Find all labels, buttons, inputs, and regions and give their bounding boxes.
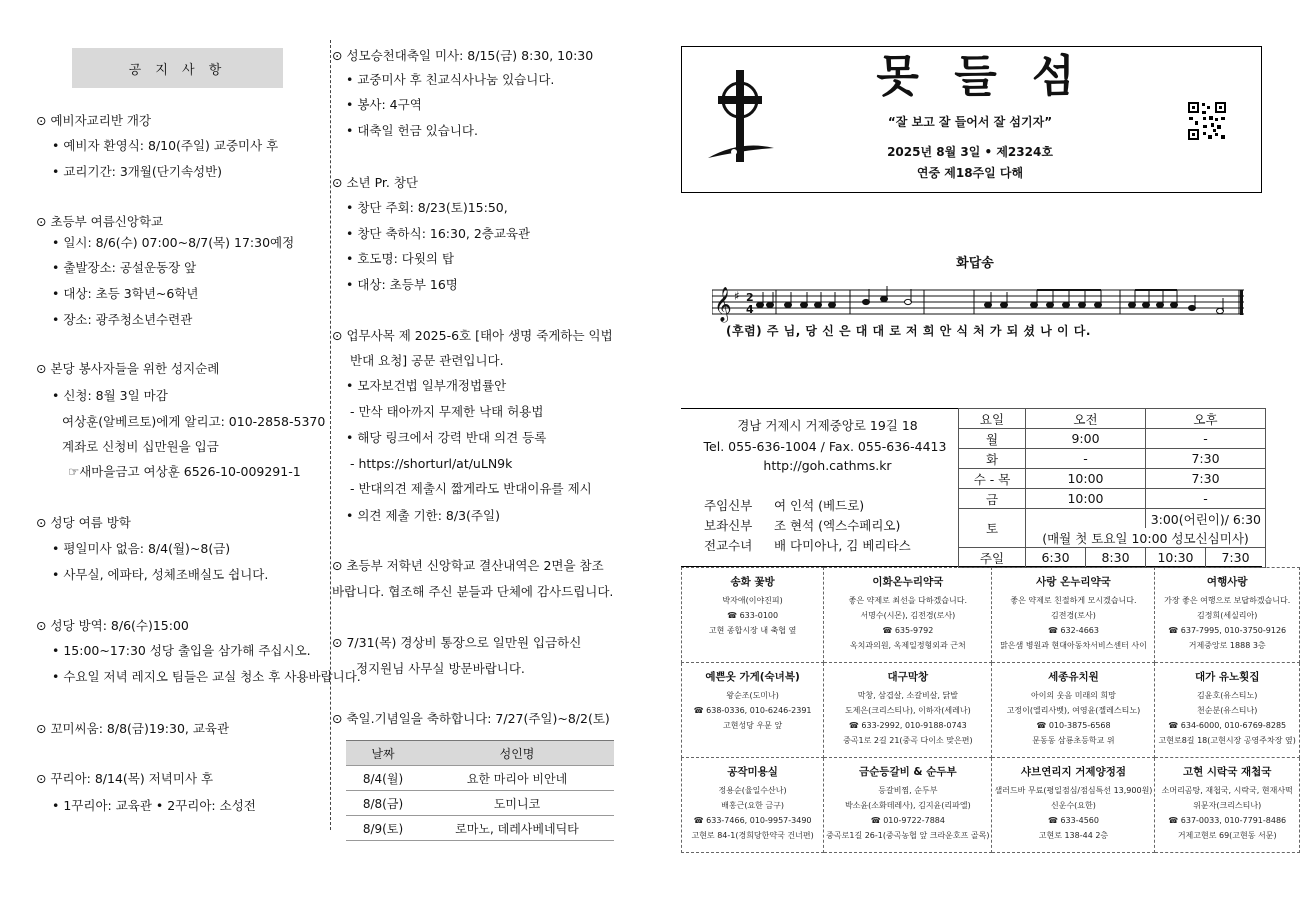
ad-card bbox=[1155, 663, 1300, 758]
motto: “잘 보고 잘 들어서 잘 섬기자” bbox=[887, 115, 1053, 129]
table-row bbox=[959, 429, 1266, 449]
ad-detail-line: 맑은샘 병원과 현대아동차서비스센터 사이 bbox=[1000, 641, 1147, 650]
ad-detail-line: 고현로 84-1(경희당한약국 건너편) bbox=[691, 831, 814, 840]
cell-time: 7:30 bbox=[1206, 548, 1266, 568]
ad-detail-line: 박소윤(소화데레사), 김지윤(리파엘) bbox=[844, 801, 971, 810]
ad-detail-line: 거제고현로 69(고현동 서문) bbox=[1177, 831, 1277, 840]
ad-business-name: 고현 시락국 재첩국 bbox=[1182, 766, 1272, 778]
ad-business-name: 사랑 온누리약국 bbox=[1036, 576, 1111, 588]
svg-text:4: 4 bbox=[746, 303, 754, 316]
ad-card bbox=[682, 758, 824, 853]
header-day: 요일 bbox=[959, 409, 1026, 429]
issue-date: 2025년 8월 3일 • 제2324호 bbox=[887, 145, 1053, 159]
ad-business-name: 예쁜옷 가게(숙녀복) bbox=[705, 671, 800, 683]
notice-line: 바랍니다. 협조해 주신 분들과 단체에 감사드립니다. bbox=[332, 584, 614, 599]
ad-detail-line: 천순분(유스티나) bbox=[1197, 706, 1258, 715]
cell-day: 화 bbox=[959, 449, 1026, 469]
notice-line: • 창단 주회: 8/23(토)15:50, bbox=[346, 200, 508, 215]
ad-detail-line: 거제중앙로 1888 3층 bbox=[1188, 641, 1266, 650]
ad-detail-line: 샐러드바 무료(평일점심/점심특선 13,900원) bbox=[994, 786, 1153, 795]
ad-detail-line: ☎ 635-9792 bbox=[882, 626, 934, 635]
table-row bbox=[346, 816, 614, 841]
ads-row bbox=[682, 663, 1300, 758]
saturday-note: (매월 첫 토요일 10:00 성모신심미사) bbox=[1026, 528, 1266, 548]
ad-detail-line: ☎ 633-4560 bbox=[1047, 816, 1099, 825]
ad-business-name: 금순등갈비 & 순두부 bbox=[859, 766, 957, 778]
newsletter-logo-title: 못 들 섬 bbox=[876, 51, 1085, 102]
column-divider bbox=[330, 40, 331, 830]
notice-line: • 사무실, 에파타, 성체조배실도 쉽니다. bbox=[52, 567, 269, 582]
notice-line: • 일시: 8/6(수) 07:00~8/7(목) 17:30예정 bbox=[52, 235, 295, 250]
svg-text:𝄞: 𝄞 bbox=[714, 287, 732, 322]
ad-detail-line: ☎ 010-3875-6568 bbox=[1036, 721, 1111, 730]
notice-line: • 의견 제출 기한: 8/3(주일) bbox=[346, 508, 500, 523]
svg-text:♯: ♯ bbox=[734, 289, 740, 303]
table-row bbox=[959, 509, 1266, 529]
ads-row bbox=[682, 568, 1300, 663]
ad-detail-line: 정용순(율일수산나) bbox=[718, 786, 787, 795]
notice-line: ⊙ 성모승천대축일 미사: 8/15(금) 8:30, 10:30 bbox=[332, 48, 594, 63]
notice-line: • 봉사: 4구역 bbox=[346, 97, 422, 112]
notice-line: ⊙ 본당 봉사자들을 위한 성지순례 bbox=[36, 361, 220, 376]
table-row bbox=[959, 489, 1266, 509]
notice-line: ⊙ 업무사목 제 2025-6호 [태아 생명 죽게하는 익법 bbox=[332, 328, 613, 343]
ad-business-name: 대가 유노횟집 bbox=[1194, 671, 1260, 683]
notice-line: ⊙ 성당 여름 방학 bbox=[36, 515, 131, 530]
notice-line: - https://shorturl/at/uLN9k bbox=[350, 456, 513, 471]
notice-line: • 모자보건법 일부개정법률안 bbox=[346, 378, 507, 393]
ad-business-name: 송화 꽃방 bbox=[730, 576, 775, 588]
ad-detail-line: 위문자(크리스티나) bbox=[1193, 801, 1262, 810]
ad-business-name: 샤브연리지 거제양정점 bbox=[1020, 766, 1126, 778]
notice-line: 정지원님 사무실 방문바랍니다. bbox=[356, 661, 525, 676]
ad-detail-line: ☎ 633-2992, 010-9188-0743 bbox=[848, 721, 967, 730]
table-row bbox=[959, 449, 1266, 469]
notice-line: 반대 요청] 공문 관련입니다. bbox=[350, 353, 504, 368]
table-row bbox=[959, 548, 1266, 568]
ad-detail-line: ☎ 634-6000, 010-6769-8285 bbox=[1168, 721, 1287, 730]
ad-business-name: 이화온누리약국 bbox=[872, 576, 944, 588]
hymn-lyrics: (후렴) 주 님, 당 신 은 대 대 로 저 희 안 식 처 가 되 셨 나 이 다. bbox=[726, 324, 1091, 338]
svg-text:2: 2 bbox=[746, 291, 754, 304]
cell-time: 10:30 bbox=[1146, 548, 1206, 568]
feast-days-table bbox=[346, 740, 614, 841]
ad-detail-line: 고정이(엘리사벳), 여영윤(젤레스티노) bbox=[1006, 706, 1141, 715]
ad-card bbox=[992, 568, 1155, 663]
ad-card bbox=[824, 758, 992, 853]
staff-name: 조 현석 (엑스수페리오) bbox=[774, 518, 901, 533]
cell-date: 8/8(금) bbox=[346, 791, 420, 816]
ad-detail-line: 중곡로1길 26-1(중곡농협 앞 크라운호프 골목) bbox=[826, 831, 990, 840]
notice-line: • 15:00~17:30 성당 출입을 삼가해 주십시오. bbox=[52, 643, 311, 658]
notice-line: • 평일미사 없음: 8/4(월)~8(금) bbox=[52, 541, 231, 556]
notice-line: ⊙ 예비자교리반 개강 bbox=[36, 113, 152, 128]
ad-detail-line: 좋은 약제로 친절하게 모시겠습니다. bbox=[1010, 596, 1137, 605]
ad-detail-line: ☎ 010-9722-7884 bbox=[870, 816, 945, 825]
notice-line: ☞새마을금고 여상훈 6526-10-009291-1 bbox=[68, 464, 301, 479]
ad-detail-line: 고현 종합시장 내 축협 옆 bbox=[708, 626, 797, 635]
responsorial-psalm-title: 화답송 bbox=[956, 256, 994, 271]
cell-am: 10:00 bbox=[1026, 489, 1146, 509]
ad-detail-line: 소머리곰탕, 재첩국, 시락국, 현재사떡 bbox=[1161, 786, 1293, 795]
ad-business-name: 공작미용실 bbox=[727, 766, 778, 778]
cell-pm: - bbox=[1146, 429, 1266, 449]
ad-detail-line: 중곡1로 2길 21(중곡 다이소 맞은편) bbox=[843, 736, 973, 745]
cell-pm: - bbox=[1146, 489, 1266, 509]
ad-detail-line: 김정희(세실리아) bbox=[1197, 611, 1258, 620]
ad-detail-line: 가장 좋은 여행으로 보답하겠습니다. bbox=[1164, 596, 1291, 605]
notice-line: • 해당 링크에서 강력 반대 의견 등록 bbox=[346, 430, 547, 445]
ads-row bbox=[682, 758, 1300, 853]
notice-line: • 교리기간: 3개월(단기속성반) bbox=[52, 164, 223, 179]
notice-line: - 만삭 태아까지 무제한 낙태 허용법 bbox=[350, 404, 544, 419]
staff-role: 보좌신부 bbox=[704, 518, 753, 533]
cell-day: 월 bbox=[959, 429, 1026, 449]
notice-line: ⊙ 꼬미씨움: 8/8(금)19:30, 교육관 bbox=[36, 721, 230, 736]
cell-time: 8:30 bbox=[1086, 548, 1146, 568]
notice-line: • 신청: 8월 3일 마감 bbox=[52, 388, 168, 403]
cell-am: - bbox=[1026, 449, 1146, 469]
notice-line: • 호도명: 다윗의 탑 bbox=[346, 251, 455, 266]
notice-line: ⊙ 초등부 저학년 신앙학교 결산내역은 2면을 참조 bbox=[332, 558, 604, 573]
cell-am: 9:00 bbox=[1026, 429, 1146, 449]
notice-line: ⊙ 꾸리아: 8/14(목) 저녁미사 후 bbox=[36, 771, 214, 786]
cell-pm: 3:00(어린이)/ 6:30 bbox=[1146, 509, 1266, 529]
notice-line: ⊙ 초등부 여름신앙학교 bbox=[36, 214, 164, 229]
notice-line: ⊙ 축일.기념일을 축하합니다: 7/27(주일)~8/2(토) bbox=[332, 711, 610, 726]
header-saint: 성인명 bbox=[420, 741, 614, 766]
mass-schedule-table bbox=[958, 408, 1266, 568]
ad-detail-line: 신운수(요한) bbox=[1051, 801, 1096, 810]
notice-line: • 장소: 광주청소년수련관 bbox=[52, 312, 193, 327]
ad-detail-line: 좋은 약제로 최선을 다하겠습니다. bbox=[848, 596, 968, 605]
cell-date: 8/4(월) bbox=[346, 766, 420, 791]
cell-day: 수 - 목 bbox=[959, 469, 1026, 489]
ad-detail-line: 김전경(로사) bbox=[1051, 611, 1096, 620]
ad-detail-line: ☎ 638-0336, 010-6246-2391 bbox=[693, 706, 812, 715]
ad-business-name: 여행사랑 bbox=[1206, 576, 1248, 588]
ad-card bbox=[682, 568, 824, 663]
ad-card bbox=[682, 663, 824, 758]
parish-address: 경남 거제시 거제중앙로 19길 18 bbox=[737, 418, 918, 433]
notice-line: • 예비자 환영식: 8/10(주일) 교중미사 후 bbox=[52, 138, 279, 153]
notice-line: • 대축일 헌금 있습니다. bbox=[346, 123, 478, 138]
notice-line: • 수요일 저녁 레지오 팀들은 교실 청소 후 사용바랍니다. bbox=[52, 669, 361, 684]
ad-card bbox=[824, 568, 992, 663]
liturgical-sunday: 연중 제18주일 다해 bbox=[916, 166, 1024, 180]
music-staff bbox=[712, 284, 1247, 324]
ad-detail-line: 서명수(시몬), 김전경(로사) bbox=[860, 611, 956, 620]
notice-line: ⊙ 7/31(목) 경상비 통장으로 일만원 입금하신 bbox=[332, 635, 582, 650]
notice-line: ⊙ 소년 Pr. 창단 bbox=[332, 175, 418, 190]
table-header-row bbox=[346, 741, 614, 766]
ad-card bbox=[992, 663, 1155, 758]
ad-card bbox=[1155, 568, 1300, 663]
notice-line: - 반대의견 제출시 짧게라도 반대이유를 제시 bbox=[350, 481, 592, 496]
ad-detail-line: 김윤호(유스티노) bbox=[1197, 691, 1258, 700]
notice-line: • 1꾸리아: 교육관 • 2꾸리아: 소성전 bbox=[52, 798, 256, 813]
staff-name: 배 다미아나, 김 베리타스 bbox=[774, 538, 911, 553]
ad-business-name: 대구막창 bbox=[887, 671, 929, 683]
ad-detail-line: 막창, 삼겹살, 소갈비살, 닭발 bbox=[857, 691, 958, 700]
cell-pm: 7:30 bbox=[1146, 449, 1266, 469]
ad-detail-line: 고현로 138-44 2층 bbox=[1038, 831, 1109, 840]
ad-card bbox=[992, 758, 1155, 853]
notice-line: ⊙ 성당 방역: 8/6(수)15:00 bbox=[36, 618, 189, 633]
cell-time: 6:30 bbox=[1026, 548, 1086, 568]
cell-saint: 도미니코 bbox=[420, 791, 614, 816]
ad-business-name: 세종유치원 bbox=[1048, 671, 1099, 683]
ad-detail-line: 왕순조(도미나) bbox=[726, 691, 779, 700]
table-header-row bbox=[959, 409, 1266, 429]
ad-card bbox=[824, 663, 992, 758]
table-row bbox=[346, 791, 614, 816]
ad-detail-line: ☎ 637-7995, 010-3750-9126 bbox=[1168, 626, 1287, 635]
notice-line: • 대상: 초등 3학년~6학년 bbox=[52, 286, 199, 301]
table-row bbox=[346, 766, 614, 791]
cell-saint: 요한 마리아 비안네 bbox=[420, 766, 614, 791]
ad-detail-line: 등갈비찜, 순두부 bbox=[878, 786, 938, 795]
notice-line: • 대상: 초등부 16명 bbox=[346, 277, 458, 292]
staff-name: 여 인석 (베드로) bbox=[774, 498, 865, 513]
ad-detail-line: 배홍근(요한 금구) bbox=[721, 801, 785, 810]
qr-code-icon bbox=[1187, 101, 1227, 141]
cell-day-sunday: 주일 bbox=[959, 548, 1026, 568]
ad-detail-line: 고현로8길 18(고현시장 공영주차장 옆) bbox=[1158, 736, 1296, 745]
notice-line: • 창단 축하식: 16:30, 2층교육관 bbox=[346, 226, 531, 241]
ad-detail-line: 도제은(크리스티나), 이하자(세레나) bbox=[844, 706, 971, 715]
cell-day: 금 bbox=[959, 489, 1026, 509]
cell-am: 10:00 bbox=[1026, 469, 1146, 489]
notice-line: • 출발장소: 공설운동장 앞 bbox=[52, 260, 197, 275]
parish-website[interactable]: http://goh.cathms.kr bbox=[763, 458, 892, 473]
parish-phone: Tel. 055-636-1004 / Fax. 055-636-4413 bbox=[703, 439, 947, 454]
ad-detail-line: 문동동 삼룡초등학교 위 bbox=[1032, 736, 1115, 745]
ad-detail-line: ☎ 632-4663 bbox=[1047, 626, 1099, 635]
notice-line: 계좌로 신청비 십만원을 입금 bbox=[62, 439, 219, 454]
cell-day-saturday: 토 bbox=[959, 509, 1026, 548]
ad-detail-line: 박자애(이야진피) bbox=[722, 596, 783, 605]
header-pm: 오후 bbox=[1146, 409, 1266, 429]
header-am: 오전 bbox=[1026, 409, 1146, 429]
notice-line: 여상훈(알베르토)에게 알리고: 010-2858-5370 bbox=[62, 414, 326, 429]
header-date: 날짜 bbox=[346, 741, 420, 766]
ad-detail-line: ☎ 633-7466, 010-9957-3490 bbox=[693, 816, 812, 825]
cell-date: 8/9(토) bbox=[346, 816, 420, 841]
ad-detail-line: 아이의 웃음 미래의 희망 bbox=[1030, 691, 1116, 700]
ad-card bbox=[1155, 758, 1300, 853]
cell-pm: 7:30 bbox=[1146, 469, 1266, 489]
ad-detail-line: ☎ 637-0033, 010-7791-8486 bbox=[1168, 816, 1287, 825]
cell-am bbox=[1026, 509, 1146, 529]
sponsor-ads-grid bbox=[681, 567, 1300, 853]
ad-detail-line: ☎ 633-0100 bbox=[727, 611, 779, 620]
table-row bbox=[959, 469, 1266, 489]
notice-title: 공 지 사 항 bbox=[72, 48, 283, 88]
staff-role: 주임신부 bbox=[704, 498, 753, 513]
notice-line: • 교중미사 후 친교식사나눔 있습니다. bbox=[346, 72, 555, 87]
ad-detail-line: 옥치과의원, 옥제일정형외과 근처 bbox=[849, 641, 966, 650]
ad-detail-line: 고현성당 우문 앞 bbox=[722, 721, 783, 730]
staff-role: 전교수녀 bbox=[704, 538, 753, 553]
cell-saint: 로마노, 데레사베네딕타 bbox=[420, 816, 614, 841]
